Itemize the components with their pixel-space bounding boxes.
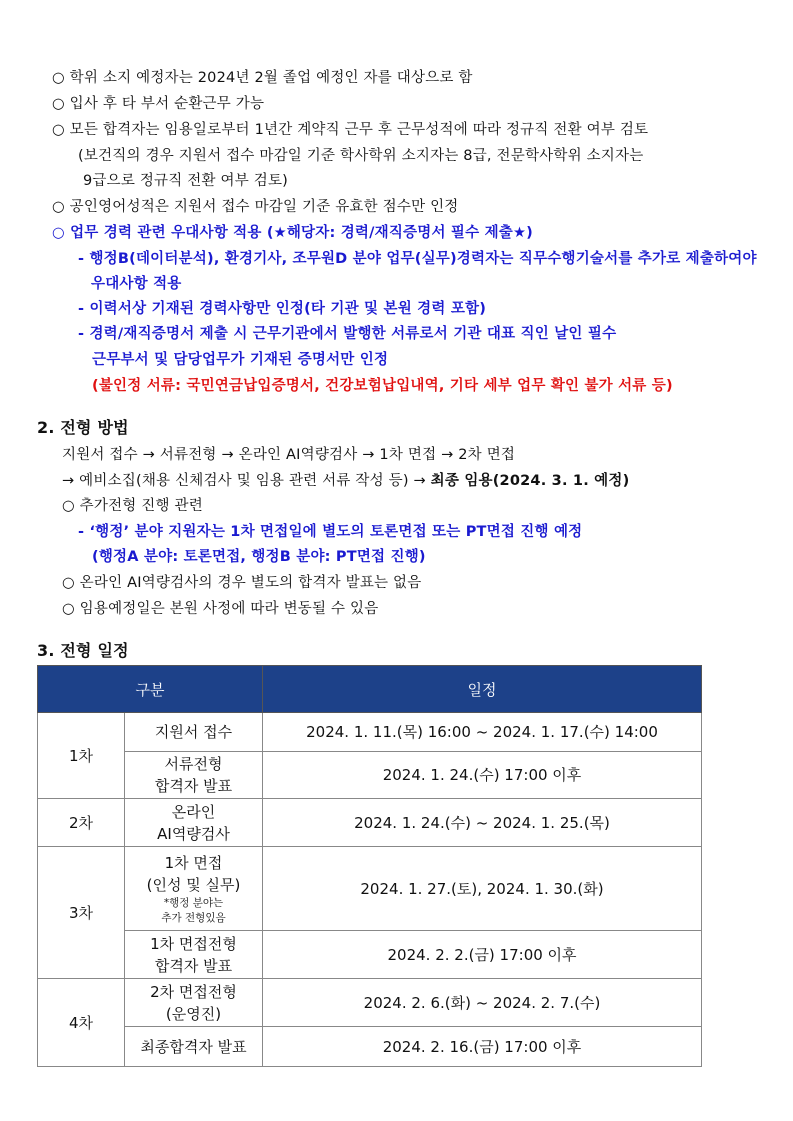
extra-screening-line-2: (행정A 분야: 토론면접, 행정B 분야: PT면접 진행) — [92, 549, 426, 565]
preference-excluded-docs: (불인정 서류: 국민연금납입증명서, 건강보험납입내역, 기타 세부 업무 확인 불가 서류 등) — [92, 378, 673, 394]
row-2-item — [125, 752, 263, 799]
bullet-contract-detail-2: 9급으로 정규직 전환 여부 검토) — [83, 173, 289, 189]
row-2-date: 2024. 1. 24.(수) 17:00 이후 — [263, 752, 702, 799]
process-flow-2-text: → 예비소집(채용 신체검사 및 임용 관련 서류 작성 등) → — [62, 473, 431, 489]
row-4-note-b: 추가 전형있음 — [161, 911, 226, 924]
schedule-table — [37, 665, 702, 1067]
preference-line-3: - 경력/재직증명서 제출 시 근무기관에서 발행한 서류로서 기관 대표 직인 날인 필수 — [78, 326, 617, 342]
row-4-item-b: (인성 및 실무) — [146, 875, 241, 894]
row-3-item — [125, 799, 263, 847]
row-4-item — [125, 847, 263, 931]
row-4-item-a: 1차 면접 — [164, 853, 223, 872]
row-5-item-b: 합격자 발표 — [154, 956, 233, 975]
header-category: 구분 — [38, 666, 263, 713]
row-6-item-a: 2차 면접전형 — [150, 982, 237, 1001]
row-5-date: 2024. 2. 2.(금) 17:00 이후 — [263, 931, 702, 979]
extra-screening-title: ○ 추가전형 진행 관련 — [62, 498, 203, 514]
stage-4: 4차 — [38, 979, 125, 1067]
appointment-note: ○ 임용예정일은 본원 사정에 따라 변동될 수 있음 — [62, 601, 379, 617]
row-1-item: 지원서 접수 — [125, 713, 263, 752]
preference-line-1: - 행정B(데이터분석), 환경기사, 조무원D 분야 업무(실무)경력자는 직무수행기술서를 추가로 제출하여야 — [78, 251, 757, 267]
section-2-heading: 2. 전형 방법 — [37, 418, 129, 437]
process-flow-2 — [62, 469, 629, 490]
row-2-item-a: 서류전형 — [164, 755, 223, 773]
row-3-date: 2024. 1. 24.(수) ~ 2024. 1. 25.(목) — [263, 799, 702, 847]
row-7-date: 2024. 2. 16.(금) 17:00 이후 — [263, 1027, 702, 1067]
stage-1: 1차 — [38, 713, 125, 799]
row-4-date: 2024. 1. 27.(토), 2024. 1. 30.(화) — [263, 847, 702, 931]
stage-3: 3차 — [38, 847, 125, 979]
ai-test-note: ○ 온라인 AI역량검사의 경우 별도의 합격자 발표는 없음 — [62, 575, 422, 591]
row-7-item: 최종합격자 발표 — [125, 1027, 263, 1067]
table-row — [38, 931, 702, 979]
bullet-contract: ○ 모든 합격자는 임용일로부터 1년간 계약직 근무 후 근무성적에 따라 정규직 전환 여부 검토 — [52, 122, 649, 138]
row-6-item-b: (운영진) — [165, 1004, 222, 1023]
row-6-item — [125, 979, 263, 1027]
row-1-date: 2024. 1. 11.(목) 16:00 ~ 2024. 1. 17.(수) 14:00 — [263, 713, 702, 752]
preference-line-2: - 이력서상 기재된 경력사항만 인정(타 기관 및 본원 경력 포함) — [78, 301, 487, 317]
row-3-item-b: AI역량검사 — [157, 824, 230, 843]
stage-2: 2차 — [38, 799, 125, 847]
row-5-item-a: 1차 면접전형 — [150, 934, 237, 953]
row-6-date: 2024. 2. 6.(화) ~ 2024. 2. 7.(수) — [263, 979, 702, 1027]
extra-screening-line-1: - ‘행정’ 분야 지원자는 1차 면접일에 별도의 토론면접 또는 PT면접 진행 예정 — [78, 524, 583, 540]
section-3-heading: 3. 전형 일정 — [37, 641, 129, 660]
table-row — [38, 1027, 702, 1067]
header-schedule: 일정 — [263, 666, 702, 713]
table-row — [38, 752, 702, 799]
row-3-item-a: 온라인 — [171, 802, 216, 821]
schedule-header-row — [38, 666, 702, 713]
row-5-item — [125, 931, 263, 979]
bullet-contract-detail-1: (보건직의 경우 지원서 접수 마감일 기준 학사학위 소지자는 8급, 전문학사학위 소지자는 — [78, 148, 644, 164]
process-flow-1: 지원서 접수 → 서류전형 → 온라인 AI역량검사 → 1차 면접 → 2차 면접 — [62, 447, 516, 463]
table-row — [38, 799, 702, 847]
preference-line-3b: 근무부서 및 담당업무가 기재된 증명서만 인정 — [92, 352, 389, 368]
table-row — [38, 713, 702, 752]
bullet-english: ○ 공인영어성적은 지원서 접수 마감일 기준 유효한 점수만 인정 — [52, 199, 459, 215]
preference-line-1b: 우대사항 적용 — [91, 276, 182, 292]
table-row — [38, 979, 702, 1027]
bullet-graduation: ○ 학위 소지 예정자는 2024년 2월 졸업 예정인 자를 대상으로 함 — [52, 70, 473, 86]
table-row — [38, 847, 702, 931]
preference-title: ○ 업무 경력 관련 우대사항 적용 (★해당자: 경력/재직증명서 필수 제출★) — [52, 225, 534, 241]
row-2-item-b: 합격자 발표 — [154, 777, 233, 795]
final-appointment: 최종 임용(2024. 3. 1. 예정) — [430, 473, 630, 489]
bullet-rotation: ○ 입사 후 타 부서 순환근무 가능 — [52, 96, 265, 112]
row-4-note-a: *행정 분야는 — [163, 896, 224, 909]
